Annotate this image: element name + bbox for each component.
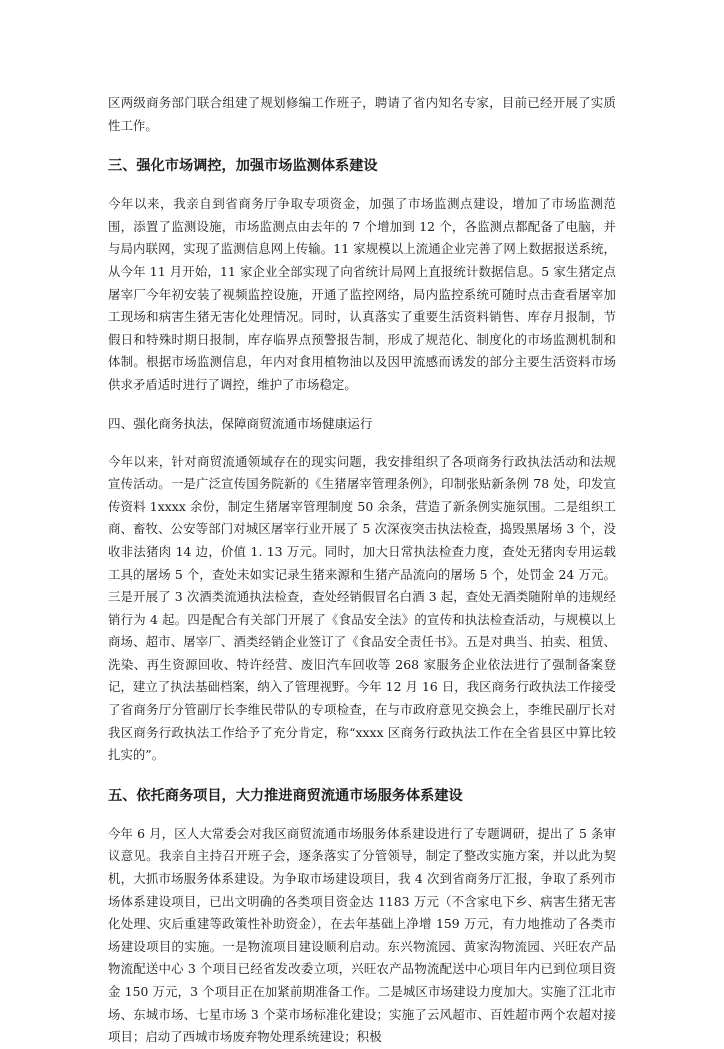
- section-heading-3: 三、强化市场调控，加强市场监测体系建设: [108, 158, 378, 175]
- paragraph-section-3: 今年以来，我亲自到省商务厅争取专项资金，加强了市场监测点建设，增加了市场监测范围，添置了监测设施，市场监测点由去年的 7 个增加到 12 个，各监测点都配备了电脑，并与局内联网，实现了监测信息网上传输。11 家规模以上流通企业完善了网上数据报送系统，从今年 11 月开始，11 家企业全部实现了向省统计局网上直报统计数据信息。5 家生猪定点屠宰厂今年初安装了视频监控设施，开通了监控网络，局内监控系统可随时点击查看屠宰加工现场和病害生猪无害化处理情况。同时，认真落实了重要生活资料销售、库存月报制，节假日和特殊时期日报制，库存临界点预警报告制，形成了规范化、制度化的市场监测机制和体制。根据市场监测信息，年内对食用植物油以及因甲流感而诱发的部分主要生活资料市场供求矛盾适时进行了调控，维护了市场稳定。: [108, 196, 616, 392]
- paragraph-section-5: 今年 6 月，区人大常委会对我区商贸流通市场服务体系建设进行了专题调研，提出了 5 条审议意见。我亲自主持召开班子会，逐条落实了分管领导，制定了整改实施方案，并以此为契机，大抓市场服务体系建设。为争取市场建设项目，我 4 次到省商务厅汇报，争取了系列市场体系建设项目，已出文明确的各类项目资金达 1183 万元（不含家电下乡、病害生猪无害化处理、灾后重建等政策性补助资金），在去年基础上净增 159 万元，有力地推动了各类市场建设项目的实施。一是物流项目建设顺利启动。东兴物流园、黄家沟物流园、兴旺农产品物流配送中心 3 个项目已经省发改委立项，兴旺农产品物流配送中心项目年内已到位项目资金 150 万元，3 个项目正在加紧前期准备工作。二是城区市场建设力度加大。实施了江北市场、东城市场、七星市场 3 个菜市场标准化建设；实施了云风超市、百姓超市两个农超对接项目；启动了西城市场废弃物处理系统建设；积极: [108, 825, 616, 1045]
- section-heading-4: 四、强化商务执法，保障商贸流通市场健康运行: [108, 415, 373, 431]
- paragraph-intro: 区两级商务部门联合组建了规划修编工作班子，聘请了省内知名专家，目前已经开展了实质性工作。: [108, 95, 616, 133]
- section-heading-5: 五、依托商务项目，大力推进商贸流通市场服务体系建设: [108, 787, 463, 804]
- paragraph-section-4: 今年以来，针对商贸流通领域存在的现实问题，我安排组织了各项商务行政执法活动和法规宣传活动。一是广泛宣传国务院新的《生猪屠宰管理条例》，印制张贴新条例 78 处，印发宣传资料 1xxxx 余份，制定生猪屠宰管理制度 50 余条，营造了新条例实施氛围。二是组织工商、畜牧、公安等部门对城区屠宰行业开展了 5 次深夜突击执法检查，捣毁黑屠场 3 个，没收非法猪肉 14 边，价值 1. 13 万元。同时，加大日常执法检查力度，查处无猪肉专用运载工具的屠场 5 个，查处未如实记录生猪来源和生猪产品流向的屠场 5 个，处罚金 24 万元。三是开展了 3 次酒类流通执法检查，查处经销假冒名白酒 3 起，查处无酒类随附单的违规经销行为 4 起。四是配合有关部门开展了《食品安全法》的宣传和执法检查活动，与规模以上商场、超市、屠宰厂、酒类经销企业签订了《食品安全责任书》。五是对典当、拍卖、租赁、洗染、再生资源回收、特许经营、废旧汽车回收等 268 家服务企业依法进行了强制备案登记，建立了执法基础档案，纳入了管理视野。今年 12 月 16 日，我区商务行政执法工作接受了省商务厅分管副厅长李维民带队的专项检查，在与市政府意见交换会上，李维民副厅长对我区商务行政执法工作给予了充分肯定，称“xxxx 区商务行政执法工作在全省县区中算比较扎实的”。: [108, 453, 616, 763]
